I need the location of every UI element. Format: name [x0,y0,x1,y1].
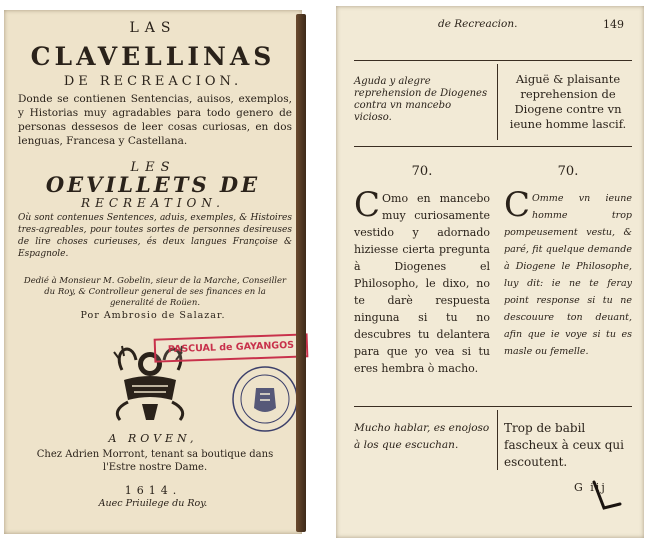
page-number: 149 [603,18,624,31]
heading-rule [354,146,632,147]
french-anecdote-text: Omme vn ieune homme trop pompeusement vestu, & paré, fit quelque demande à Diogene le Philosophe, luy dit: ie ne te feray point response si tu ne descouure ton deuant, afin que ie voye si tu es masle ou femelle. [504,193,632,357]
french-proverb: Trop de babil fascheux à ceux qui escoutent. [504,421,624,469]
title-line-de-recreacion: DE RECREACION. [63,74,243,89]
title-line-clavellinas: CLAVELLINAS [30,42,276,71]
imprint-place: A ROVEN, [108,432,198,445]
library-stamp-red: PASCUAL de GAYANGOS [154,333,309,362]
spanish-anecdote [354,185,490,377]
top-rule [354,60,632,61]
dedication: Dedié à Monsieur M. Gobelin, sieur de la Marche, Conseiller du Roy, & Controlleur general de ses finances en la generalité de Roüen. [23,276,287,308]
spanish-section-number: 70. [411,164,433,179]
spanish-proverb: Mucho hablar, es enojoso à los que escuchan. [354,422,490,451]
spanish-anecdote-text: Omo en mancebo muy curiosamente vestido y adornado hiziesse cierta pregunta à Diogenes el Philosopho, le dixo, no te darè respuesta ninguna si tu no descubres tu delantera para que yo vea si tu eres hembra ò macho. [354,192,490,375]
french-title-oeuillets: OEVILLETS DE [45,172,261,197]
french-dropcap: C [504,185,531,225]
library-seal-icon [230,364,300,434]
proverb-rule [354,406,632,407]
french-title-les: LES [130,160,176,175]
french-description: Où sont contenues Sentences, aduis, exemples, & Histoires tres-agreables, pour toutes sortes de personnes desireuses de lire choses curieuses, és deux langues Françoise & Espagnole. [18,213,292,259]
proverb-divider [497,410,498,470]
ink-mark-icon [590,478,630,518]
spanish-chapter-heading: Aguda y alegre reprehension de Diogenes contra vn mancebo vicioso. [354,76,488,123]
signature-mark: G iij [574,481,607,494]
column-divider [497,64,498,140]
imprint-printer: Chez Adrien Morront, tenant sa boutique dans l'Estre nostre Dame. [36,449,274,473]
royal-privilege: Auec Priuilege du Roy. [98,498,208,509]
french-section-number: 70. [557,164,579,179]
title-page [4,10,302,534]
french-anecdote [504,185,632,360]
author-line: Por Ambrosio de Salazar. [80,310,226,321]
spanish-description: Donde se contienen Sentencias, auisos, exemplos, y Historias muy agradables para todo genero de personas dessesos de leer cosas curiosas, en dos lenguas, Francesa y Castellana. [18,93,292,147]
french-chapter-heading: Aiguë & plaisante reprehension de Diogene contre vn ieune homme lascif. [509,72,627,131]
book-spine [296,14,306,532]
text-page [336,6,644,538]
french-title-recreation: RECREATION. [81,196,225,210]
title-line-las: LAS [129,20,177,36]
running-head: de Recreacion. [438,18,518,30]
imprint-year: 1614. [124,484,182,497]
spanish-dropcap: C [354,185,381,225]
